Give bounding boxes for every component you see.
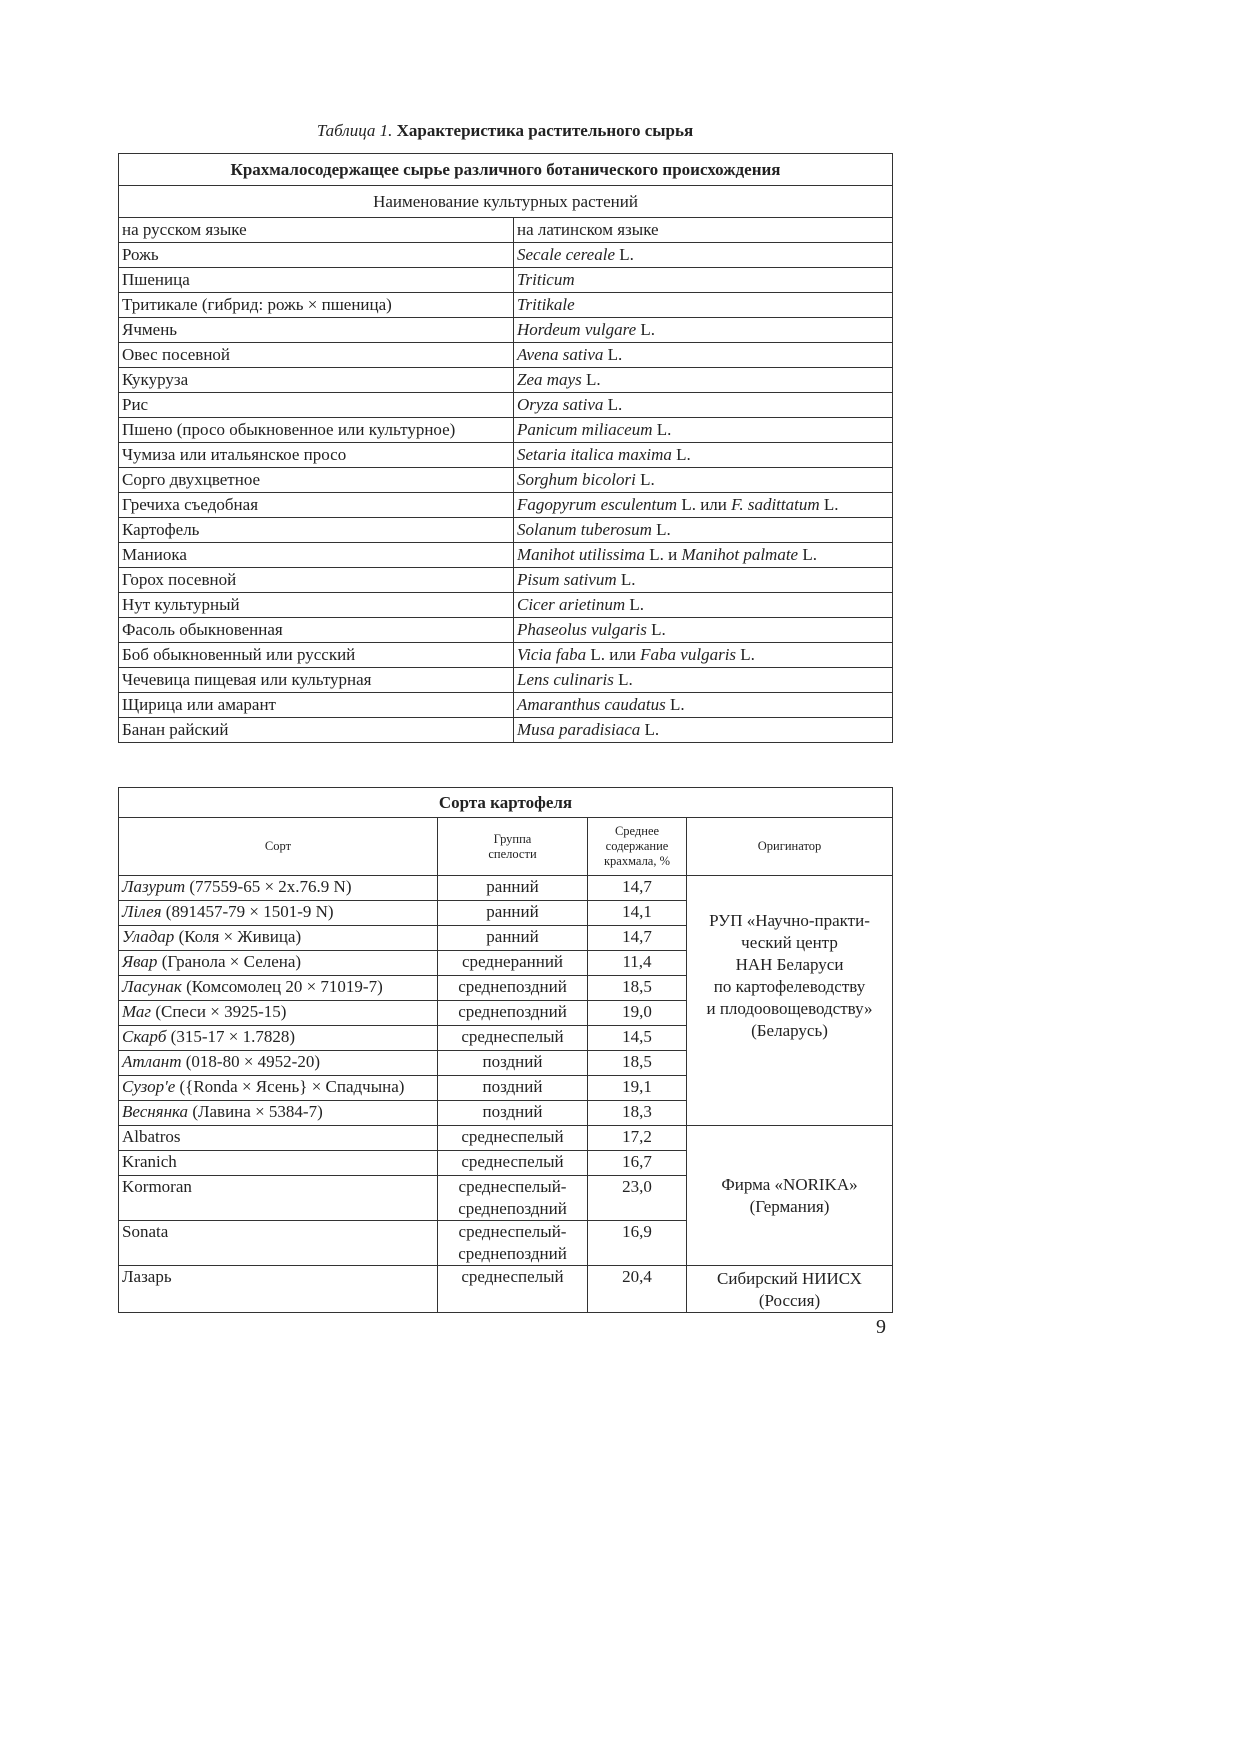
ripeness-group: среднеранний: [438, 951, 588, 976]
table-row: [119, 593, 893, 618]
table-row: [119, 718, 893, 743]
latin-name: Panicum miliaceum L.: [514, 418, 893, 443]
latin-name: Secale cereale L.: [514, 243, 893, 268]
russian-name: Кукуруза: [119, 368, 514, 393]
latin-name: Manihot utilissima L. и Manihot palmate L.: [514, 543, 893, 568]
originator-belarus: РУП «Научно-практи- ческий центр НАН Беларуси по картофелеводству и плодоовощеводству» (Беларусь): [687, 876, 893, 1126]
starch-content: 18,5: [588, 976, 687, 1001]
column-header-row: [119, 818, 893, 876]
russian-name: Горох посевной: [119, 568, 514, 593]
variety-name: Явар (Гранола × Селена): [119, 951, 438, 976]
russian-name: Рожь: [119, 243, 514, 268]
potato-varieties-table: [118, 787, 893, 1313]
latin-name: Cicer arietinum L.: [514, 593, 893, 618]
latin-name: Pisum sativum L.: [514, 568, 893, 593]
starch-content: 19,1: [588, 1076, 687, 1101]
table-row: [119, 443, 893, 468]
russian-name: Чумиза или итальянское просо: [119, 443, 514, 468]
table-row: [119, 393, 893, 418]
table-row: [119, 243, 893, 268]
starch-content: 20,4: [588, 1266, 687, 1313]
caption-title: Характеристика растительного сырья: [396, 121, 694, 140]
variety-name: Лілея (891457-79 × 1501-9 N): [119, 901, 438, 926]
latin-name: Lens culinaris L.: [514, 668, 893, 693]
variety-name: Атлант (018-80 × 4952-20): [119, 1051, 438, 1076]
latin-name: Avena sativa L.: [514, 343, 893, 368]
starch-content: 14,1: [588, 901, 687, 926]
variety-name: Маг (Спеси × 3925-15): [119, 1001, 438, 1026]
starch-content: 23,0: [588, 1176, 687, 1221]
variety-name: Уладар (Коля × Живица): [119, 926, 438, 951]
table-heading: Крахмалосодержащее сырье различного ботанического происхождения: [119, 154, 893, 186]
table-row: [119, 493, 893, 518]
table-row: [119, 668, 893, 693]
latin-name: Vicia faba L. или Faba vulgaris L.: [514, 643, 893, 668]
column-header-row: [119, 218, 893, 243]
ripeness-group: среднеспелый: [438, 1151, 588, 1176]
ripeness-group: ранний: [438, 926, 588, 951]
russian-name: Маниока: [119, 543, 514, 568]
ripeness-group: среднепоздний: [438, 1001, 588, 1026]
table-row: [119, 368, 893, 393]
ripeness-group: среднеспелый: [438, 1266, 588, 1313]
starch-content: 18,5: [588, 1051, 687, 1076]
variety-name: Веснянка (Лавина × 5384-7): [119, 1101, 438, 1126]
starch-content: 16,7: [588, 1151, 687, 1176]
table-row: [119, 1126, 893, 1151]
latin-name: Fagopyrum esculentum L. или F. sadittatum L.: [514, 493, 893, 518]
latin-name: Triticum: [514, 268, 893, 293]
russian-name: Овес посевной: [119, 343, 514, 368]
table-row: [119, 268, 893, 293]
latin-name: Hordeum vulgare L.: [514, 318, 893, 343]
russian-name: Боб обыкновенный или русский: [119, 643, 514, 668]
russian-name: Сорго двухцветное: [119, 468, 514, 493]
table-row: [119, 318, 893, 343]
variety-name: Kormoran: [119, 1176, 438, 1221]
variety-name: Ласунак (Комсомолец 20 × 71019-7): [119, 976, 438, 1001]
russian-name: Тритикале (гибрид: рожь × пшеница): [119, 293, 514, 318]
russian-name: Чечевица пищевая или культурная: [119, 668, 514, 693]
table-row: [119, 418, 893, 443]
russian-name: Картофель: [119, 518, 514, 543]
table-row: [119, 293, 893, 318]
table-caption: [0, 121, 1010, 141]
russian-name: Ячмень: [119, 318, 514, 343]
column-header-russian: на русском языке: [119, 218, 514, 243]
column-header-group: Группа спелости: [438, 818, 588, 876]
russian-name: Пшеница: [119, 268, 514, 293]
column-header-latin: на латинском языке: [514, 218, 893, 243]
page-number: 9: [876, 1316, 886, 1338]
column-header-starch: Среднее содержание крахмала, %: [588, 818, 687, 876]
table-row: [119, 618, 893, 643]
ripeness-group: среднеспелый: [438, 1026, 588, 1051]
ripeness-group: среднеспелый- среднепоздний: [438, 1221, 588, 1266]
raw-material-table: [118, 153, 893, 743]
starch-content: 17,2: [588, 1126, 687, 1151]
ripeness-group: ранний: [438, 901, 588, 926]
latin-name: Tritikale: [514, 293, 893, 318]
latin-name: Sorghum bicolori L.: [514, 468, 893, 493]
variety-name: Сузор'е ({Ronda × Ясень} × Спадчына): [119, 1076, 438, 1101]
latin-name: Musa paradisiaca L.: [514, 718, 893, 743]
table-row: [119, 643, 893, 668]
russian-name: Нут культурный: [119, 593, 514, 618]
starch-content: 14,7: [588, 926, 687, 951]
ripeness-group: поздний: [438, 1101, 588, 1126]
starch-content: 14,7: [588, 876, 687, 901]
latin-name: Setaria italica maxima L.: [514, 443, 893, 468]
russian-name: Пшено (просо обыкновенное или культурное): [119, 418, 514, 443]
table-row: [119, 876, 893, 901]
starch-content: 19,0: [588, 1001, 687, 1026]
latin-name: Oryza sativa L.: [514, 393, 893, 418]
variety-name: Sonata: [119, 1221, 438, 1266]
column-header-originator: Оригинатор: [687, 818, 893, 876]
table-subheading: Наименование культурных растений: [119, 186, 893, 218]
ripeness-group: среднеспелый- среднепоздний: [438, 1176, 588, 1221]
table-row: [119, 343, 893, 368]
table-row: [119, 693, 893, 718]
originator-norika: Фирма «NORIKA» (Германия): [687, 1126, 893, 1266]
latin-name: Phaseolus vulgaris L.: [514, 618, 893, 643]
ripeness-group: среднеспелый: [438, 1126, 588, 1151]
potato-table-heading: Сорта картофеля: [119, 788, 893, 818]
column-header-variety: Сорт: [119, 818, 438, 876]
table-row: [119, 1266, 893, 1313]
variety-name: Albatros: [119, 1126, 438, 1151]
starch-content: 16,9: [588, 1221, 687, 1266]
latin-name: Solanum tuberosum L.: [514, 518, 893, 543]
ripeness-group: ранний: [438, 876, 588, 901]
starch-content: 11,4: [588, 951, 687, 976]
russian-name: Фасоль обыкновенная: [119, 618, 514, 643]
variety-name: Kranich: [119, 1151, 438, 1176]
table-row: [119, 518, 893, 543]
starch-content: 14,5: [588, 1026, 687, 1051]
ripeness-group: поздний: [438, 1076, 588, 1101]
starch-content: 18,3: [588, 1101, 687, 1126]
russian-name: Щирица или амарант: [119, 693, 514, 718]
russian-name: Банан райский: [119, 718, 514, 743]
caption-label: Таблица 1.: [316, 121, 393, 140]
latin-name: Zea mays L.: [514, 368, 893, 393]
latin-name: Amaranthus caudatus L.: [514, 693, 893, 718]
ripeness-group: поздний: [438, 1051, 588, 1076]
russian-name: Рис: [119, 393, 514, 418]
table-row: [119, 543, 893, 568]
variety-name: Скарб (315-17 × 1.7828): [119, 1026, 438, 1051]
ripeness-group: среднепоздний: [438, 976, 588, 1001]
table-row: [119, 468, 893, 493]
russian-name: Гречиха съедобная: [119, 493, 514, 518]
variety-name: Лазурит (77559-65 × 2x.76.9 N): [119, 876, 438, 901]
table-row: [119, 568, 893, 593]
variety-name: Лазарь: [119, 1266, 438, 1313]
originator-siberia: Сибирский НИИСХ (Россия): [687, 1266, 893, 1313]
